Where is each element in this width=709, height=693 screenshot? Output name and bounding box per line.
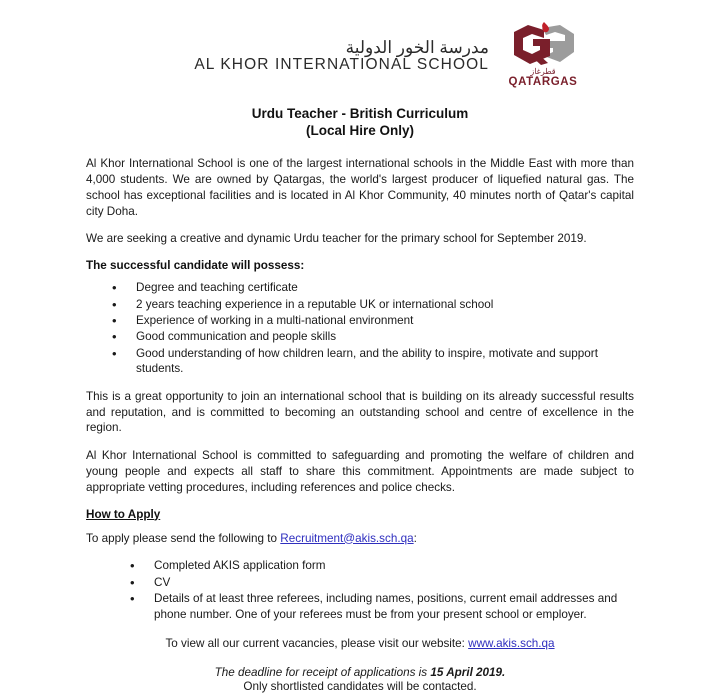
qatargas-name-arabic: قطرغاز bbox=[530, 67, 556, 76]
job-title-line-2: (Local Hire Only) bbox=[305, 123, 415, 139]
apply-instruction bbox=[86, 531, 634, 547]
list-item: • Good understanding of how children learn, and the ability to inspire, motivate and support students. bbox=[112, 346, 634, 377]
candidate-requirements-heading: The successful candidate will possess: bbox=[86, 259, 305, 273]
job-title-line-1: Urdu Teacher - British Curriculum bbox=[251, 105, 469, 121]
apply-instruction-suffix: : bbox=[413, 531, 417, 545]
list-item: • Details of at least three referees, including names, positions, current email addresses and phone number. One of your referees must be from your present school or employer. bbox=[130, 591, 634, 622]
qatargas-name-latin: QATARGAS bbox=[508, 76, 578, 88]
deadline-prefix: The deadline for receipt of applications is bbox=[214, 665, 431, 679]
website-link[interactable]: www.akis.sch.qa bbox=[468, 637, 555, 651]
school-name-arabic: مدرسة الخور الدولية bbox=[345, 37, 489, 57]
list-item: • Completed AKIS application form bbox=[130, 558, 634, 573]
website-line-prefix: To view all our current vacancies, please visit our website: bbox=[165, 637, 469, 651]
document-body bbox=[0, 105, 709, 693]
qatargas-monogram-icon bbox=[508, 22, 578, 66]
closing-block bbox=[86, 666, 634, 693]
recruitment-email-link[interactable]: Recruitment@akis.sch.qa bbox=[280, 531, 414, 545]
school-logo bbox=[194, 39, 489, 73]
list-item: • Experience of working in a multi-national environment bbox=[112, 313, 634, 328]
list-item: • CV bbox=[130, 575, 634, 590]
deadline-date: 15 April 2019. bbox=[430, 665, 506, 679]
document-header bbox=[0, 0, 709, 89]
shortlist-note: Only shortlisted candidates will be contacted. bbox=[243, 679, 477, 693]
qatargas-logo bbox=[505, 22, 581, 89]
safeguarding-paragraph: Al Khor International School is committed to safeguarding and promoting the welfare of children and young people and expects all staff to share this commitment. Appointments are made subject to appropriate vetting procedures, including references and police checks. bbox=[86, 449, 634, 494]
job-title bbox=[86, 105, 634, 141]
how-to-apply-heading: How to Apply bbox=[86, 507, 161, 521]
candidate-requirements-list bbox=[86, 280, 634, 377]
seeking-paragraph: We are seeking a creative and dynamic Urdu teacher for the primary school for September 2019. bbox=[86, 232, 587, 246]
website-line bbox=[86, 636, 634, 652]
school-name-latin: AL KHOR INTERNATIONAL SCHOOL bbox=[194, 55, 489, 73]
opportunity-paragraph: This is a great opportunity to join an international school that is building on its already successful results and reputation, and is committed to becoming an outstanding school and centre of excellence in the region. bbox=[86, 389, 634, 435]
intro-paragraph: Al Khor International School is one of the largest international schools in the Middle East with more than 4,000 students. We are owned by Qatargas, the world's largest producer of liquefied natural gas. The school has exceptional facilities and is located in Al Khor Community, 40 minutes north of Qatar's capital city Doha. bbox=[86, 157, 634, 218]
list-item: • 2 years teaching experience in a reputable UK or international school bbox=[112, 297, 634, 312]
apply-instruction-prefix: To apply please send the following to bbox=[86, 531, 281, 545]
deadline-line bbox=[86, 666, 634, 679]
list-item: • Degree and teaching certificate bbox=[112, 280, 634, 295]
application-items-list bbox=[86, 558, 634, 622]
list-item: • Good communication and people skills bbox=[112, 329, 634, 344]
